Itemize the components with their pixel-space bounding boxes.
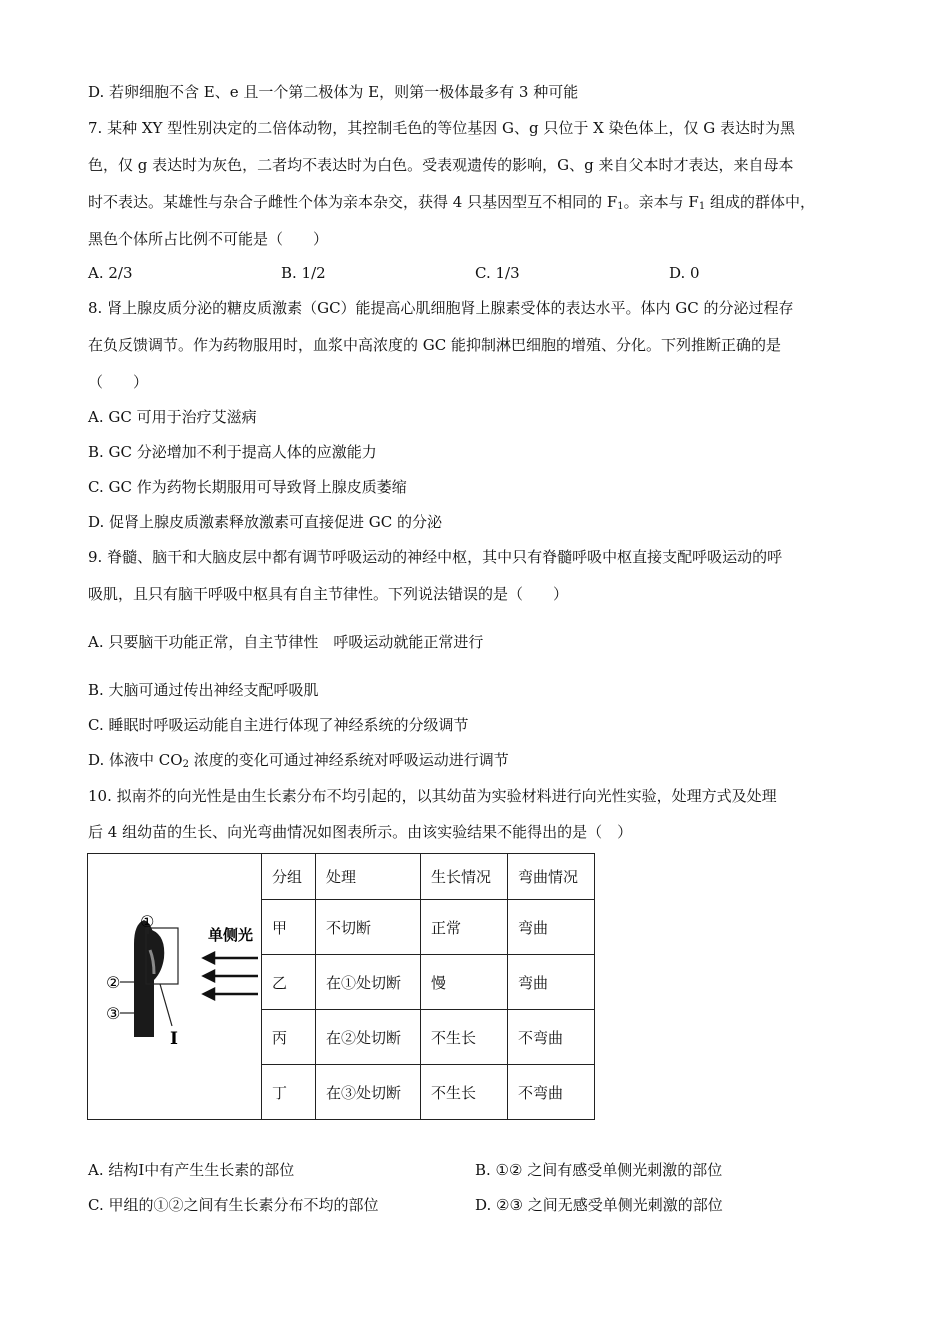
q10-stem-line-2: 后 4 组幼苗的生长、向光弯曲情况如图表所示。由该实验结果不能得出的是（ ） <box>88 823 633 841</box>
marker-3: ③ <box>106 1004 121 1023</box>
q10-option-b: B. ①② 之间有感受单侧光刺激的部位 <box>475 1161 723 1179</box>
q9-option-a: A. 只要脑干功能正常，自主节律性 呼吸运动就能正常进行 <box>88 633 484 651</box>
cell-growth: 正常 <box>421 900 508 955</box>
marker-2: ② <box>106 973 121 992</box>
cell-group: 甲 <box>262 900 316 955</box>
cell-group: 乙 <box>262 955 316 1010</box>
table-header-row <box>88 854 595 900</box>
cell-bending: 弯曲 <box>508 900 595 955</box>
cell-treatment: 在②处切断 <box>316 1010 421 1065</box>
q10-stem-line-1: 10. 拟南芥的向光性是由生长素分布不均引起的，以其幼苗为实验材料进行向光性实验，处理方式及处理 <box>88 787 777 805</box>
q7-stem-line-3: 时不表达。某雄性与杂合子雌性个体为亲本杂交，获得 4 只基因型互不相同的 $F_1$。亲本与 $F_1$ 组成的群体中， <box>88 193 815 212</box>
q8-option-a: A. GC 可用于治疗艾滋病 <box>88 408 257 426</box>
q8-stem-line-3: （ ） <box>88 373 149 391</box>
q7-option-d: D. 0 <box>669 264 700 282</box>
q9-stem-line-1: 9. 脊髓、脑干和大脑皮层中都有调节呼吸运动的神经中枢，其中只有脊髓呼吸中枢直接支配呼吸运动的呼 <box>88 548 783 566</box>
cell-growth: 慢 <box>421 955 508 1010</box>
header-group: 分组 <box>262 854 316 900</box>
q7-option-c: C. 1/3 <box>475 264 520 282</box>
q8-option-c: C. GC 作为药物长期服用可导致肾上腺皮质萎缩 <box>88 478 407 496</box>
q8-option-d: D. 促肾上腺皮质激素释放激素可直接促进 GC 的分泌 <box>88 513 443 531</box>
header-growth: 生长情况 <box>421 854 508 900</box>
q6-option-d: D. 若卵细胞不含 E、e 且一个第二极体为 E，则第一极体最多有 3 种可能 <box>88 83 579 101</box>
light-label: 单侧光 <box>208 926 254 944</box>
q8-stem-line-2: 在负反馈调节。作为药物服用时，血浆中高浓度的 GC 能抑制淋巴细胞的增殖、分化。下列推断正确的是 <box>88 336 782 354</box>
cell-bending: 弯曲 <box>508 955 595 1010</box>
q9-stem-line-2: 吸肌，且只有脑干呼吸中枢具有自主节律性。下列说法错误的是（ ） <box>88 585 569 603</box>
q9-option-d: D. 体液中 $CO_2$ 浓度的变化可通过神经系统对呼吸运动进行调节 <box>88 751 509 770</box>
q10-option-d: D. ②③ 之间无感受单侧光刺激的部位 <box>475 1196 723 1214</box>
q9-option-c: C. 睡眠时呼吸运动能自主进行体现了神经系统的分级调节 <box>88 716 469 734</box>
q10-option-c: C. 甲组的①②之间有生长素分布不均的部位 <box>88 1196 379 1214</box>
cell-group: 丙 <box>262 1010 316 1065</box>
seedling-figure <box>88 854 271 1121</box>
q9-option-b: B. 大脑可通过传出神经支配呼吸肌 <box>88 681 319 699</box>
cell-treatment: 在①处切断 <box>316 955 421 1010</box>
q8-option-b: B. GC 分泌增加不利于提高人体的应激能力 <box>88 443 377 461</box>
header-bending: 弯曲情况 <box>508 854 595 900</box>
seedling-figure-cell <box>88 854 262 1120</box>
cell-growth: 不生长 <box>421 1010 508 1065</box>
cell-treatment: 不切断 <box>316 900 421 955</box>
q10-experiment-table <box>87 853 595 1120</box>
q10-option-a: A. 结构Ⅰ中有产生生长素的部位 <box>88 1161 295 1179</box>
q7-option-b: B. 1/2 <box>281 264 326 282</box>
q7-stem-line-1: 7. 某种 XY 型性别决定的二倍体动物，其控制毛色的等位基因 G、g 只位于 X 染色体上，仅 G 表达时为黑 <box>88 119 796 137</box>
cell-bending: 不弯曲 <box>508 1065 595 1120</box>
q7-stem-line-2: 色，仅 g 表达时为灰色，二者均不表达时为白色。受表观遗传的影响，G、g 来自父本时才表达，来自母本 <box>88 156 794 174</box>
cell-treatment: 在③处切断 <box>316 1065 421 1120</box>
q8-stem-line-1: 8. 肾上腺皮质分泌的糖皮质激素（GC）能提高心肌细胞肾上腺素受体的表达水平。体内 GC 的分泌过程存 <box>88 299 794 317</box>
marker-1: ① <box>140 912 155 931</box>
light-arrows <box>204 953 258 999</box>
cell-bending: 不弯曲 <box>508 1010 595 1065</box>
header-treatment: 处理 <box>316 854 421 900</box>
cell-growth: 不生长 <box>421 1065 508 1120</box>
q7-option-a: A. 2/3 <box>88 264 133 282</box>
structure-i-label: I <box>170 1029 178 1049</box>
cell-group: 丁 <box>262 1065 316 1120</box>
q7-stem-line-4: 黑色个体所占比例不可能是（ ） <box>88 230 329 248</box>
